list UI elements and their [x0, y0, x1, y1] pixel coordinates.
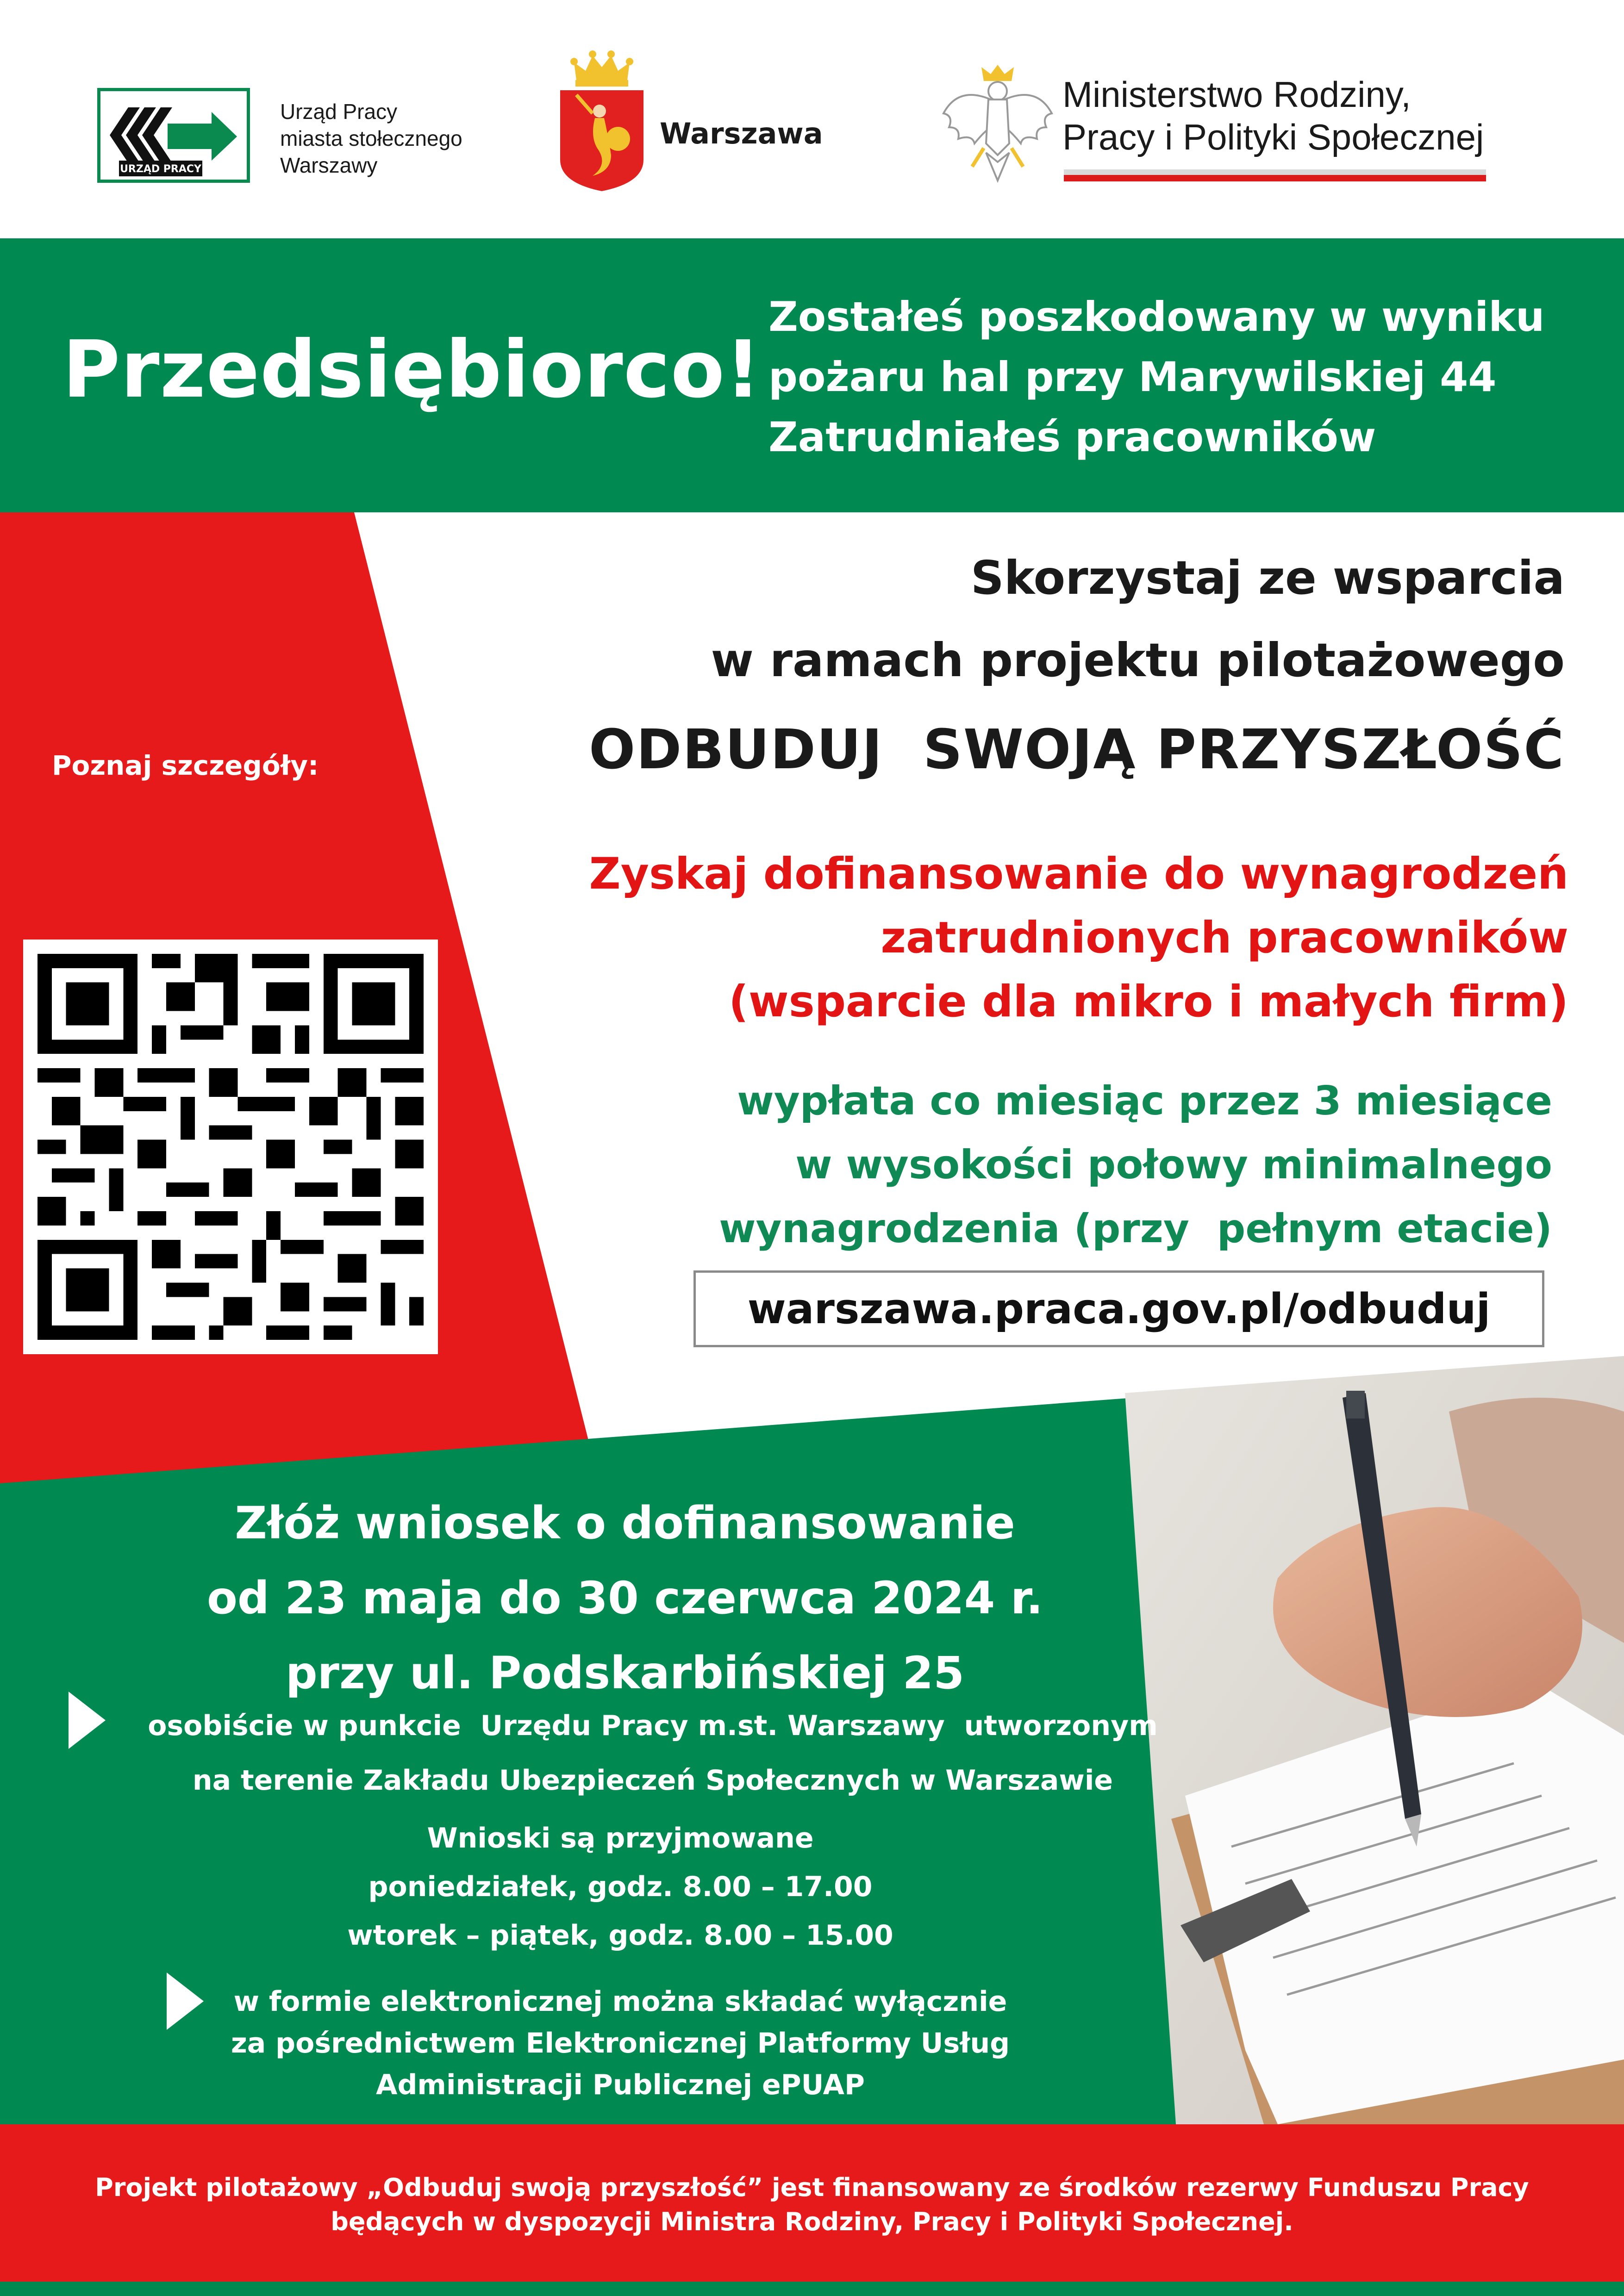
apply-heading — [65, 1486, 1185, 1711]
program-name: ODBUDUJ SWOJĄ PRZYSZŁOŚĆ — [589, 717, 1565, 781]
urzad-line-1: Urząd Pracy — [280, 100, 398, 124]
electronic-line-2: za pośrednictwem Elektronicznej Platformy Usług — [231, 2027, 1010, 2060]
urzad-pracy-name — [280, 98, 462, 179]
urzad-pracy-logo-graphic — [100, 91, 247, 180]
banner-line-3: Zatrudniałeś pracowników — [768, 413, 1376, 461]
funding-red-lines — [589, 842, 1568, 1034]
hours-line-1: Wnioski są przyjmowane — [427, 1822, 814, 1854]
funding-green-line-1: wypłata co miesiąc przez 3 miesiące — [737, 1078, 1552, 1124]
qr-code-graphic — [23, 940, 438, 1354]
footer-line-1: Projekt pilotażowy „Odbuduj swoją przyszłość” jest finansowany ze środków rezerwy Funduszu Pracy — [95, 2173, 1529, 2202]
funding-red-line-2: zatrudnionych pracowników — [881, 913, 1568, 963]
urzad-logo-label: URZĄD PRACY — [120, 163, 201, 175]
support-line-1: Skorzystaj ze wsparcia — [970, 551, 1565, 605]
details-label: Poznaj szczegóły: — [52, 750, 319, 781]
headline: Przedsiębiorco! — [62, 324, 762, 416]
support-line-2: w ramach projektu pilotażowego — [711, 633, 1565, 687]
apply-line-2: od 23 maja do 30 czerwca 2024 r. — [207, 1572, 1043, 1624]
apply-line-1: Złóż wniosek o dofinansowanie — [235, 1497, 1015, 1549]
footer-line-2: będących w dyspozycji Ministra Rodziny, Pracy i Polityki Społecznej. — [331, 2207, 1293, 2236]
electronic-line-3: Administracji Publicznej ePUAP — [376, 2069, 865, 2101]
personal-submission-info — [93, 1699, 1213, 1808]
program-url-link[interactable]: warszawa.praca.gov.pl/odbuduj — [693, 1270, 1544, 1347]
ministry-name — [1062, 73, 1484, 158]
polish-eagle-icon — [940, 62, 1056, 187]
funding-green-line-2: w wysokości połowy minimalnego — [795, 1142, 1552, 1188]
funding-red-line-3: (wsparcie dla mikro i małych firm) — [728, 977, 1568, 1027]
hours-line-3: wtorek – piątek, godz. 8.00 – 15.00 — [347, 1919, 893, 1952]
ministry-divider-white — [1064, 169, 1486, 175]
banner-line-1: Zostałeś poszkodowany w wyniku — [768, 293, 1545, 341]
urzad-pracy-logo-icon — [97, 88, 250, 183]
banner-line-2: pożaru hal przy Marywilskiej 44 — [768, 353, 1497, 401]
urzad-line-2: miasta stołecznego — [280, 126, 462, 150]
footer-green-strip — [0, 2282, 1624, 2296]
funding-red-line-1: Zyskaj dofinansowanie do wynagrodzeń — [589, 849, 1568, 899]
city-name: Warszawa — [660, 117, 823, 150]
ministry-line-1: Ministerstwo Rodziny, — [1062, 74, 1411, 115]
qr-code-icon[interactable] — [23, 940, 438, 1354]
electronic-submission-info — [93, 1981, 1148, 2106]
banner-lines — [768, 287, 1544, 467]
personal-line-2: na terenie Zakładu Ubezpieczeń Społecznych w Warszawie — [192, 1764, 1113, 1797]
opening-hours — [93, 1814, 1148, 1960]
footer-funding-note — [56, 2171, 1568, 2239]
ministry-divider-red — [1064, 175, 1486, 181]
electronic-line-1: w formie elektronicznej można składać wyłącznie — [233, 1985, 1007, 2018]
funding-green-line-3: wynagrodzenia (przy pełnym etacie) — [719, 1206, 1552, 1252]
apply-line-3: przy ul. Podskarbińskiej 25 — [285, 1647, 965, 1699]
warszawa-coat-of-arms-icon — [558, 44, 646, 192]
funding-green-lines — [719, 1069, 1552, 1261]
ministry-line-2: Pracy i Polityki Społecznej — [1062, 117, 1484, 157]
personal-line-1: osobiście w punkcie Urzędu Pracy m.st. Warszawy utworzonym — [148, 1710, 1158, 1742]
urzad-line-3: Warszawy — [280, 153, 378, 177]
hours-line-2: poniedziałek, godz. 8.00 – 17.00 — [368, 1871, 873, 1903]
